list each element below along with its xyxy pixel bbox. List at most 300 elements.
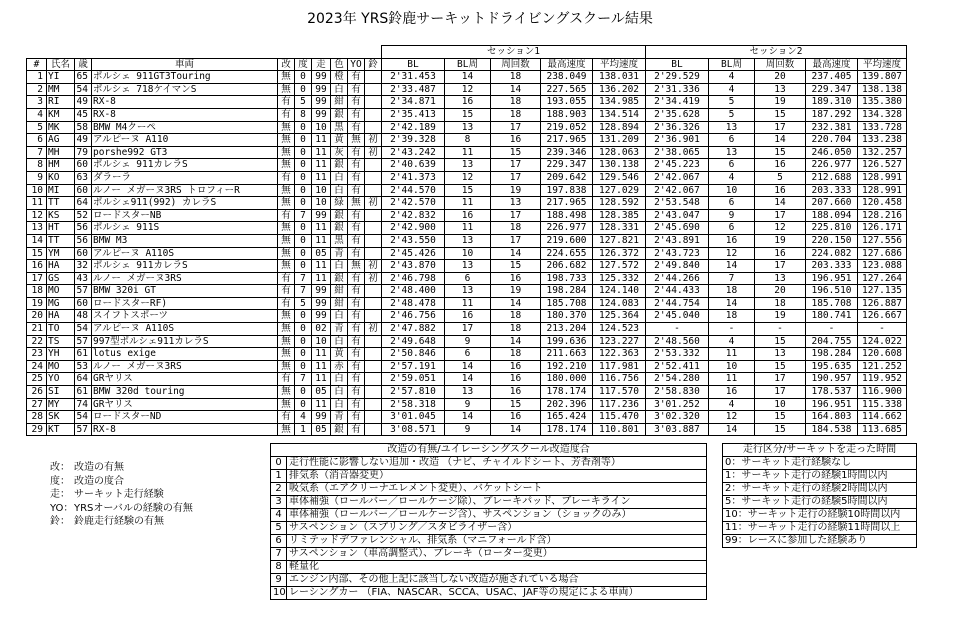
table-cell: 165.424 bbox=[541, 411, 593, 424]
table-cell: 14 bbox=[445, 411, 491, 424]
table-cell: 226.977 bbox=[541, 222, 593, 235]
table-cell: SI bbox=[47, 386, 75, 399]
table-cell: 2'48.400 bbox=[382, 285, 445, 298]
table-cell: 49 bbox=[75, 134, 92, 147]
table-cell: 18 bbox=[755, 297, 806, 310]
table-cell: 17 bbox=[491, 159, 541, 172]
table-cell: 無 bbox=[278, 83, 295, 96]
table-cell: 2'44.433 bbox=[646, 285, 709, 298]
table-cell: 15 bbox=[491, 146, 541, 159]
table-cell: GRヤリス bbox=[92, 373, 278, 386]
table-cell: 2'29.529 bbox=[646, 71, 709, 84]
table-cell: 16 bbox=[755, 159, 806, 172]
table-cell: 60 bbox=[75, 247, 92, 260]
table-cell: 45 bbox=[75, 108, 92, 121]
table-cell: 有 bbox=[348, 71, 365, 84]
table-cell: 128.216 bbox=[858, 209, 907, 222]
table-cell: 178.174 bbox=[541, 386, 593, 399]
table-cell: 有 bbox=[348, 184, 365, 197]
table-row bbox=[27, 411, 907, 424]
table-cell: 10 bbox=[755, 398, 806, 411]
table-cell: 24 bbox=[27, 360, 47, 373]
table-cell: 209.642 bbox=[541, 171, 593, 184]
session1-header: セッション1 bbox=[382, 46, 646, 59]
table-cell: 13 bbox=[445, 159, 491, 172]
table-row bbox=[27, 209, 907, 222]
legend-description: 1：サーキット走行の経験1時間以内 bbox=[723, 470, 917, 483]
table-cell: 212.688 bbox=[806, 171, 858, 184]
table-cell: 2'44.570 bbox=[382, 184, 445, 197]
table-cell: 青 bbox=[331, 411, 348, 424]
table-cell: 2'59.051 bbox=[382, 373, 445, 386]
table-cell: 232.381 bbox=[806, 121, 858, 134]
table-cell: 99 bbox=[312, 71, 331, 84]
legend-level: 1 bbox=[271, 470, 287, 483]
table-cell: 13 bbox=[755, 272, 806, 285]
table-row bbox=[27, 398, 907, 411]
table-cell: 188.498 bbox=[541, 209, 593, 222]
table-cell: 239.346 bbox=[541, 146, 593, 159]
table-cell: 7 bbox=[295, 272, 312, 285]
table-cell: - bbox=[646, 323, 709, 336]
table-cell: 有 bbox=[348, 171, 365, 184]
table-cell: 206.682 bbox=[541, 260, 593, 273]
table-cell: 202.396 bbox=[541, 398, 593, 411]
table-cell: 有 bbox=[348, 373, 365, 386]
table-cell: 無 bbox=[278, 360, 295, 373]
table-cell: KT bbox=[47, 423, 75, 436]
table-cell: 17 bbox=[445, 323, 491, 336]
table-cell: スイフトスポーツ bbox=[92, 310, 278, 323]
table-cell: KS bbox=[47, 209, 75, 222]
table-cell: 25 bbox=[27, 373, 47, 386]
table-cell: 99 bbox=[312, 411, 331, 424]
table-cell: 2'34.419 bbox=[646, 96, 709, 109]
table-cell bbox=[365, 297, 382, 310]
legend-text: 鈴鹿走行経験の有無 bbox=[74, 516, 164, 528]
table-cell: 138.031 bbox=[593, 71, 646, 84]
table-cell: 227.565 bbox=[541, 83, 593, 96]
table-cell: 196.951 bbox=[806, 272, 858, 285]
table-cell: 16 bbox=[491, 411, 541, 424]
table-cell: 2'33.487 bbox=[382, 83, 445, 96]
table-cell: 0 bbox=[295, 71, 312, 84]
table-cell: 213.204 bbox=[541, 323, 593, 336]
table-row bbox=[27, 234, 907, 247]
table-cell bbox=[365, 171, 382, 184]
table-cell: 128.894 bbox=[593, 121, 646, 134]
table-cell: 無 bbox=[348, 134, 365, 147]
table-cell: 銀 bbox=[331, 209, 348, 222]
table-cell: 14 bbox=[491, 335, 541, 348]
table-cell: 58 bbox=[75, 121, 92, 134]
table-cell: 128.592 bbox=[593, 197, 646, 210]
table-cell: 2'36.901 bbox=[646, 134, 709, 147]
table-cell: ポルシェ911(992) カレラS bbox=[92, 197, 278, 210]
column-header: 歳 bbox=[75, 58, 92, 71]
table-row bbox=[27, 146, 907, 159]
table-cell: 有 bbox=[348, 159, 365, 172]
table-cell: 無 bbox=[278, 323, 295, 336]
table-cell: lotus exige bbox=[92, 348, 278, 361]
table-cell: 15 bbox=[755, 146, 806, 159]
table-cell: 0 bbox=[295, 335, 312, 348]
table-cell: 11 bbox=[445, 146, 491, 159]
table-cell: 8 bbox=[445, 134, 491, 147]
table-cell bbox=[365, 348, 382, 361]
table-cell: 16 bbox=[445, 209, 491, 222]
table-cell: 113.685 bbox=[858, 423, 907, 436]
table-cell: 219.052 bbox=[541, 121, 593, 134]
session2-header: セッション2 bbox=[646, 46, 907, 59]
table-row bbox=[27, 83, 907, 96]
table-cell: 115.470 bbox=[593, 411, 646, 424]
table-cell: 99 bbox=[312, 108, 331, 121]
table-cell: 196.951 bbox=[806, 398, 858, 411]
table-cell: 64 bbox=[75, 373, 92, 386]
table-cell: 18 bbox=[491, 310, 541, 323]
table-cell: 2'49.840 bbox=[646, 260, 709, 273]
table-cell: 05 bbox=[312, 423, 331, 436]
table-cell: 有 bbox=[348, 272, 365, 285]
table-cell: 124.083 bbox=[593, 297, 646, 310]
table-cell: 2'43.047 bbox=[646, 209, 709, 222]
table-cell bbox=[365, 247, 382, 260]
table-cell: 28 bbox=[27, 411, 47, 424]
table-cell: 17 bbox=[755, 121, 806, 134]
table-cell: 5 bbox=[755, 171, 806, 184]
table-cell: 2'58.318 bbox=[382, 398, 445, 411]
table-cell: MO bbox=[47, 285, 75, 298]
table-cell: ロードスターNB bbox=[92, 209, 278, 222]
table-cell: 銀 bbox=[331, 159, 348, 172]
legend-row bbox=[723, 535, 917, 548]
table-cell: 6 bbox=[709, 134, 755, 147]
table-cell: 211.663 bbox=[541, 348, 593, 361]
column-header: 走 bbox=[312, 58, 331, 71]
table-cell: 220.150 bbox=[806, 234, 858, 247]
table-cell: 127.264 bbox=[858, 272, 907, 285]
table-cell: 4 bbox=[709, 335, 755, 348]
legend-row bbox=[723, 509, 917, 522]
table-cell: 128.063 bbox=[593, 146, 646, 159]
table-row bbox=[27, 310, 907, 323]
table-cell: 61 bbox=[75, 348, 92, 361]
legend-key: 度： bbox=[50, 475, 70, 487]
table-cell: ポルシェ 911S bbox=[92, 222, 278, 235]
table-cell: TT bbox=[47, 234, 75, 247]
table-cell: YM bbox=[47, 247, 75, 260]
table-cell: 197.838 bbox=[541, 184, 593, 197]
table-cell: 19 bbox=[755, 234, 806, 247]
table-cell: TT bbox=[47, 197, 75, 210]
legend-row bbox=[271, 509, 707, 522]
table-cell: 初 bbox=[365, 260, 382, 273]
column-header: BL bbox=[646, 58, 709, 71]
table-cell: 13 bbox=[709, 121, 755, 134]
table-cell: 0 bbox=[295, 159, 312, 172]
table-cell: 10 bbox=[312, 335, 331, 348]
table-cell: 初 bbox=[365, 272, 382, 285]
table-cell: 43 bbox=[75, 272, 92, 285]
table-cell: 125.364 bbox=[593, 310, 646, 323]
table-row bbox=[27, 360, 907, 373]
table-cell: 14 bbox=[445, 71, 491, 84]
table-cell: 9 bbox=[445, 398, 491, 411]
table-cell: 2'34.871 bbox=[382, 96, 445, 109]
table-cell: 15 bbox=[445, 184, 491, 197]
table-cell: ロードスターND bbox=[92, 411, 278, 424]
table-cell: 2'43.550 bbox=[382, 234, 445, 247]
table-cell: 0 bbox=[295, 146, 312, 159]
table-cell: 13 bbox=[755, 83, 806, 96]
table-cell: 有 bbox=[278, 411, 295, 424]
table-cell: MO bbox=[47, 360, 75, 373]
table-cell: 14 bbox=[491, 83, 541, 96]
table-cell: 無 bbox=[278, 348, 295, 361]
table-cell: 有 bbox=[348, 411, 365, 424]
table-cell: 2'54.280 bbox=[646, 373, 709, 386]
legend-row bbox=[723, 496, 917, 509]
table-cell: 11 bbox=[312, 348, 331, 361]
table-cell: 5 bbox=[295, 297, 312, 310]
table-cell: 120.458 bbox=[858, 197, 907, 210]
legend-text: サーキット走行経験 bbox=[74, 489, 164, 501]
table-cell: 74 bbox=[75, 398, 92, 411]
table-cell: 有 bbox=[348, 285, 365, 298]
table-cell: 12 bbox=[709, 247, 755, 260]
table-cell: 12 bbox=[445, 171, 491, 184]
table-cell: 14 bbox=[491, 423, 541, 436]
table-cell: 11 bbox=[312, 134, 331, 147]
table-cell: 9 bbox=[445, 423, 491, 436]
table-cell: 117.981 bbox=[593, 360, 646, 373]
table-row bbox=[27, 373, 907, 386]
table-cell: 114.662 bbox=[858, 411, 907, 424]
table-cell: 7 bbox=[709, 272, 755, 285]
table-cell: 12 bbox=[755, 222, 806, 235]
table-cell: 126.527 bbox=[858, 159, 907, 172]
legend-key: 改： bbox=[50, 462, 70, 473]
column-header: 平均速度 bbox=[593, 58, 646, 71]
table-cell: 116.756 bbox=[593, 373, 646, 386]
table-cell: 2'43.870 bbox=[382, 260, 445, 273]
table-cell: 56 bbox=[75, 222, 92, 235]
table-cell: 有 bbox=[278, 96, 295, 109]
table-cell bbox=[365, 335, 382, 348]
table-cell: 217.965 bbox=[541, 197, 593, 210]
table-cell: 19 bbox=[491, 285, 541, 298]
legend-description: 0：サーキット走行経験なし bbox=[723, 457, 917, 470]
table-cell: アルピーヌ A110 bbox=[92, 134, 278, 147]
column-header-row bbox=[27, 58, 907, 71]
table-cell: 193.055 bbox=[541, 96, 593, 109]
table-cell: 2'48.478 bbox=[382, 297, 445, 310]
table-cell: 白 bbox=[331, 83, 348, 96]
table-cell: 21 bbox=[27, 323, 47, 336]
table-cell: 9 bbox=[27, 171, 47, 184]
table-cell: 60 bbox=[75, 184, 92, 197]
column-header: 車両 bbox=[92, 58, 278, 71]
table-cell: KM bbox=[47, 108, 75, 121]
table-cell: 57 bbox=[75, 423, 92, 436]
table-cell: 2'43.242 bbox=[382, 146, 445, 159]
table-cell: 6 bbox=[445, 348, 491, 361]
table-cell: 237.405 bbox=[806, 71, 858, 84]
table-cell: 2'43.891 bbox=[646, 234, 709, 247]
legend-key-item bbox=[50, 488, 193, 502]
legend-level: 0 bbox=[271, 457, 287, 470]
table-cell: 有 bbox=[348, 222, 365, 235]
column-header: 色 bbox=[331, 58, 348, 71]
table-row bbox=[27, 297, 907, 310]
table-cell: porshe992 GT3 bbox=[92, 146, 278, 159]
table-cell: 99 bbox=[312, 96, 331, 109]
table-cell: 18 bbox=[709, 310, 755, 323]
table-cell: MY bbox=[47, 398, 75, 411]
legend-description: レーシングカー （FIA、NASCAR、SCCA、USAC、JAF等の規定による車両） bbox=[287, 587, 707, 600]
table-cell: 57 bbox=[75, 335, 92, 348]
table-cell: 4 bbox=[709, 83, 755, 96]
legend-description: 車体補強（ロールバー／ロールケージ除）、ブレーキパッド、ブレーキライン bbox=[287, 496, 707, 509]
table-cell: 白 bbox=[331, 260, 348, 273]
table-cell: 20 bbox=[755, 285, 806, 298]
table-cell: 2'50.846 bbox=[382, 348, 445, 361]
table-cell: 4 bbox=[709, 71, 755, 84]
table-cell: 有 bbox=[348, 310, 365, 323]
table-cell: 0 bbox=[295, 310, 312, 323]
table-cell: 10 bbox=[312, 121, 331, 134]
table-cell bbox=[365, 411, 382, 424]
table-cell: BMW 320d touring bbox=[92, 386, 278, 399]
table-cell: 19 bbox=[755, 310, 806, 323]
column-header: 平均速度 bbox=[858, 58, 907, 71]
table-row bbox=[27, 260, 907, 273]
legend-text: 改造の有無 bbox=[74, 462, 124, 473]
table-cell: 128.331 bbox=[593, 222, 646, 235]
table-cell: 0 bbox=[295, 360, 312, 373]
table-cell: 7 bbox=[295, 209, 312, 222]
table-cell: 120.608 bbox=[858, 348, 907, 361]
legend-row bbox=[271, 574, 707, 587]
table-cell: ポルシェ 911カレラS bbox=[92, 159, 278, 172]
column-header: 改 bbox=[278, 58, 295, 71]
table-cell: 18 bbox=[491, 96, 541, 109]
table-cell: 0 bbox=[295, 247, 312, 260]
table-cell: 226.977 bbox=[806, 159, 858, 172]
table-cell: MM bbox=[47, 83, 75, 96]
legend-description: 排気系（消音器変更） bbox=[287, 470, 707, 483]
table-cell: 20 bbox=[27, 310, 47, 323]
table-cell: 127.821 bbox=[593, 234, 646, 247]
table-cell: 2'46.798 bbox=[382, 272, 445, 285]
table-cell: ルノー メガーヌ3RS トロフィーR bbox=[92, 184, 278, 197]
table-cell: 2'57.191 bbox=[382, 360, 445, 373]
table-cell: 15 bbox=[491, 398, 541, 411]
table-cell: 19 bbox=[27, 297, 47, 310]
table-cell: 127.029 bbox=[593, 184, 646, 197]
table-cell: 13 bbox=[445, 285, 491, 298]
table-cell: 17 bbox=[755, 373, 806, 386]
table-cell: 16 bbox=[491, 134, 541, 147]
table-cell: 224.655 bbox=[541, 247, 593, 260]
table-cell: 14 bbox=[27, 234, 47, 247]
table-cell: 127.135 bbox=[858, 285, 907, 298]
table-row bbox=[27, 71, 907, 84]
table-cell: 10 bbox=[709, 360, 755, 373]
table-cell: 14 bbox=[755, 134, 806, 147]
table-cell: 16 bbox=[491, 386, 541, 399]
legend-row bbox=[271, 470, 707, 483]
table-cell: 7 bbox=[295, 373, 312, 386]
table-cell: 16 bbox=[491, 272, 541, 285]
table-cell: 2'48.560 bbox=[646, 335, 709, 348]
table-cell: 99 bbox=[312, 209, 331, 222]
table-cell: 白 bbox=[331, 171, 348, 184]
table-cell: RX-8 bbox=[92, 423, 278, 436]
table-cell: 14 bbox=[709, 423, 755, 436]
table-cell: 18 bbox=[491, 348, 541, 361]
table-cell: 119.952 bbox=[858, 373, 907, 386]
table-cell: 14 bbox=[709, 260, 755, 273]
legend-description: リミテッドデファレンシャル、排気系（マニフォールド含） bbox=[287, 535, 707, 548]
table-cell: 126.887 bbox=[858, 297, 907, 310]
legend-description: 軽量化 bbox=[287, 561, 707, 574]
table-cell: 79 bbox=[75, 146, 92, 159]
table-cell: 2'42.067 bbox=[646, 171, 709, 184]
table-cell: 有 bbox=[278, 297, 295, 310]
table-cell: 15 bbox=[755, 108, 806, 121]
table-cell: 白 bbox=[331, 398, 348, 411]
table-cell: 2'57.810 bbox=[382, 386, 445, 399]
table-cell: 紺 bbox=[331, 297, 348, 310]
table-cell: 赤 bbox=[331, 360, 348, 373]
table-cell: 10 bbox=[27, 184, 47, 197]
table-cell: 2'42.832 bbox=[382, 209, 445, 222]
table-cell: 青 bbox=[331, 323, 348, 336]
table-cell: 22 bbox=[27, 335, 47, 348]
legend-row bbox=[723, 457, 917, 470]
table-cell: 4 bbox=[709, 171, 755, 184]
legend-level: 3 bbox=[271, 496, 287, 509]
table-cell: 11 bbox=[312, 146, 331, 159]
table-cell bbox=[365, 121, 382, 134]
table-cell: 2 bbox=[27, 83, 47, 96]
table-cell: 110.801 bbox=[593, 423, 646, 436]
column-header: BL周 bbox=[445, 58, 491, 71]
table-cell: 05 bbox=[312, 247, 331, 260]
table-cell: 52 bbox=[75, 209, 92, 222]
table-cell: 2'44.754 bbox=[646, 297, 709, 310]
table-cell: AG bbox=[47, 134, 75, 147]
table-cell: 11 bbox=[312, 234, 331, 247]
table-cell: 61 bbox=[75, 386, 92, 399]
table-cell: 2'39.328 bbox=[382, 134, 445, 147]
table-cell: 18 bbox=[491, 323, 541, 336]
table-cell: 57 bbox=[75, 285, 92, 298]
table-cell: アルピーヌ A110S bbox=[92, 323, 278, 336]
table-cell: 無 bbox=[278, 134, 295, 147]
table-cell: 05 bbox=[312, 386, 331, 399]
table-cell: 3'01.252 bbox=[646, 398, 709, 411]
table-cell: 16 bbox=[27, 260, 47, 273]
table-cell: 11 bbox=[27, 197, 47, 210]
table-cell: 有 bbox=[278, 209, 295, 222]
table-cell: 122.363 bbox=[593, 348, 646, 361]
table-cell: YH bbox=[47, 348, 75, 361]
table-cell: 117.236 bbox=[593, 398, 646, 411]
table-cell: 2'47.882 bbox=[382, 323, 445, 336]
